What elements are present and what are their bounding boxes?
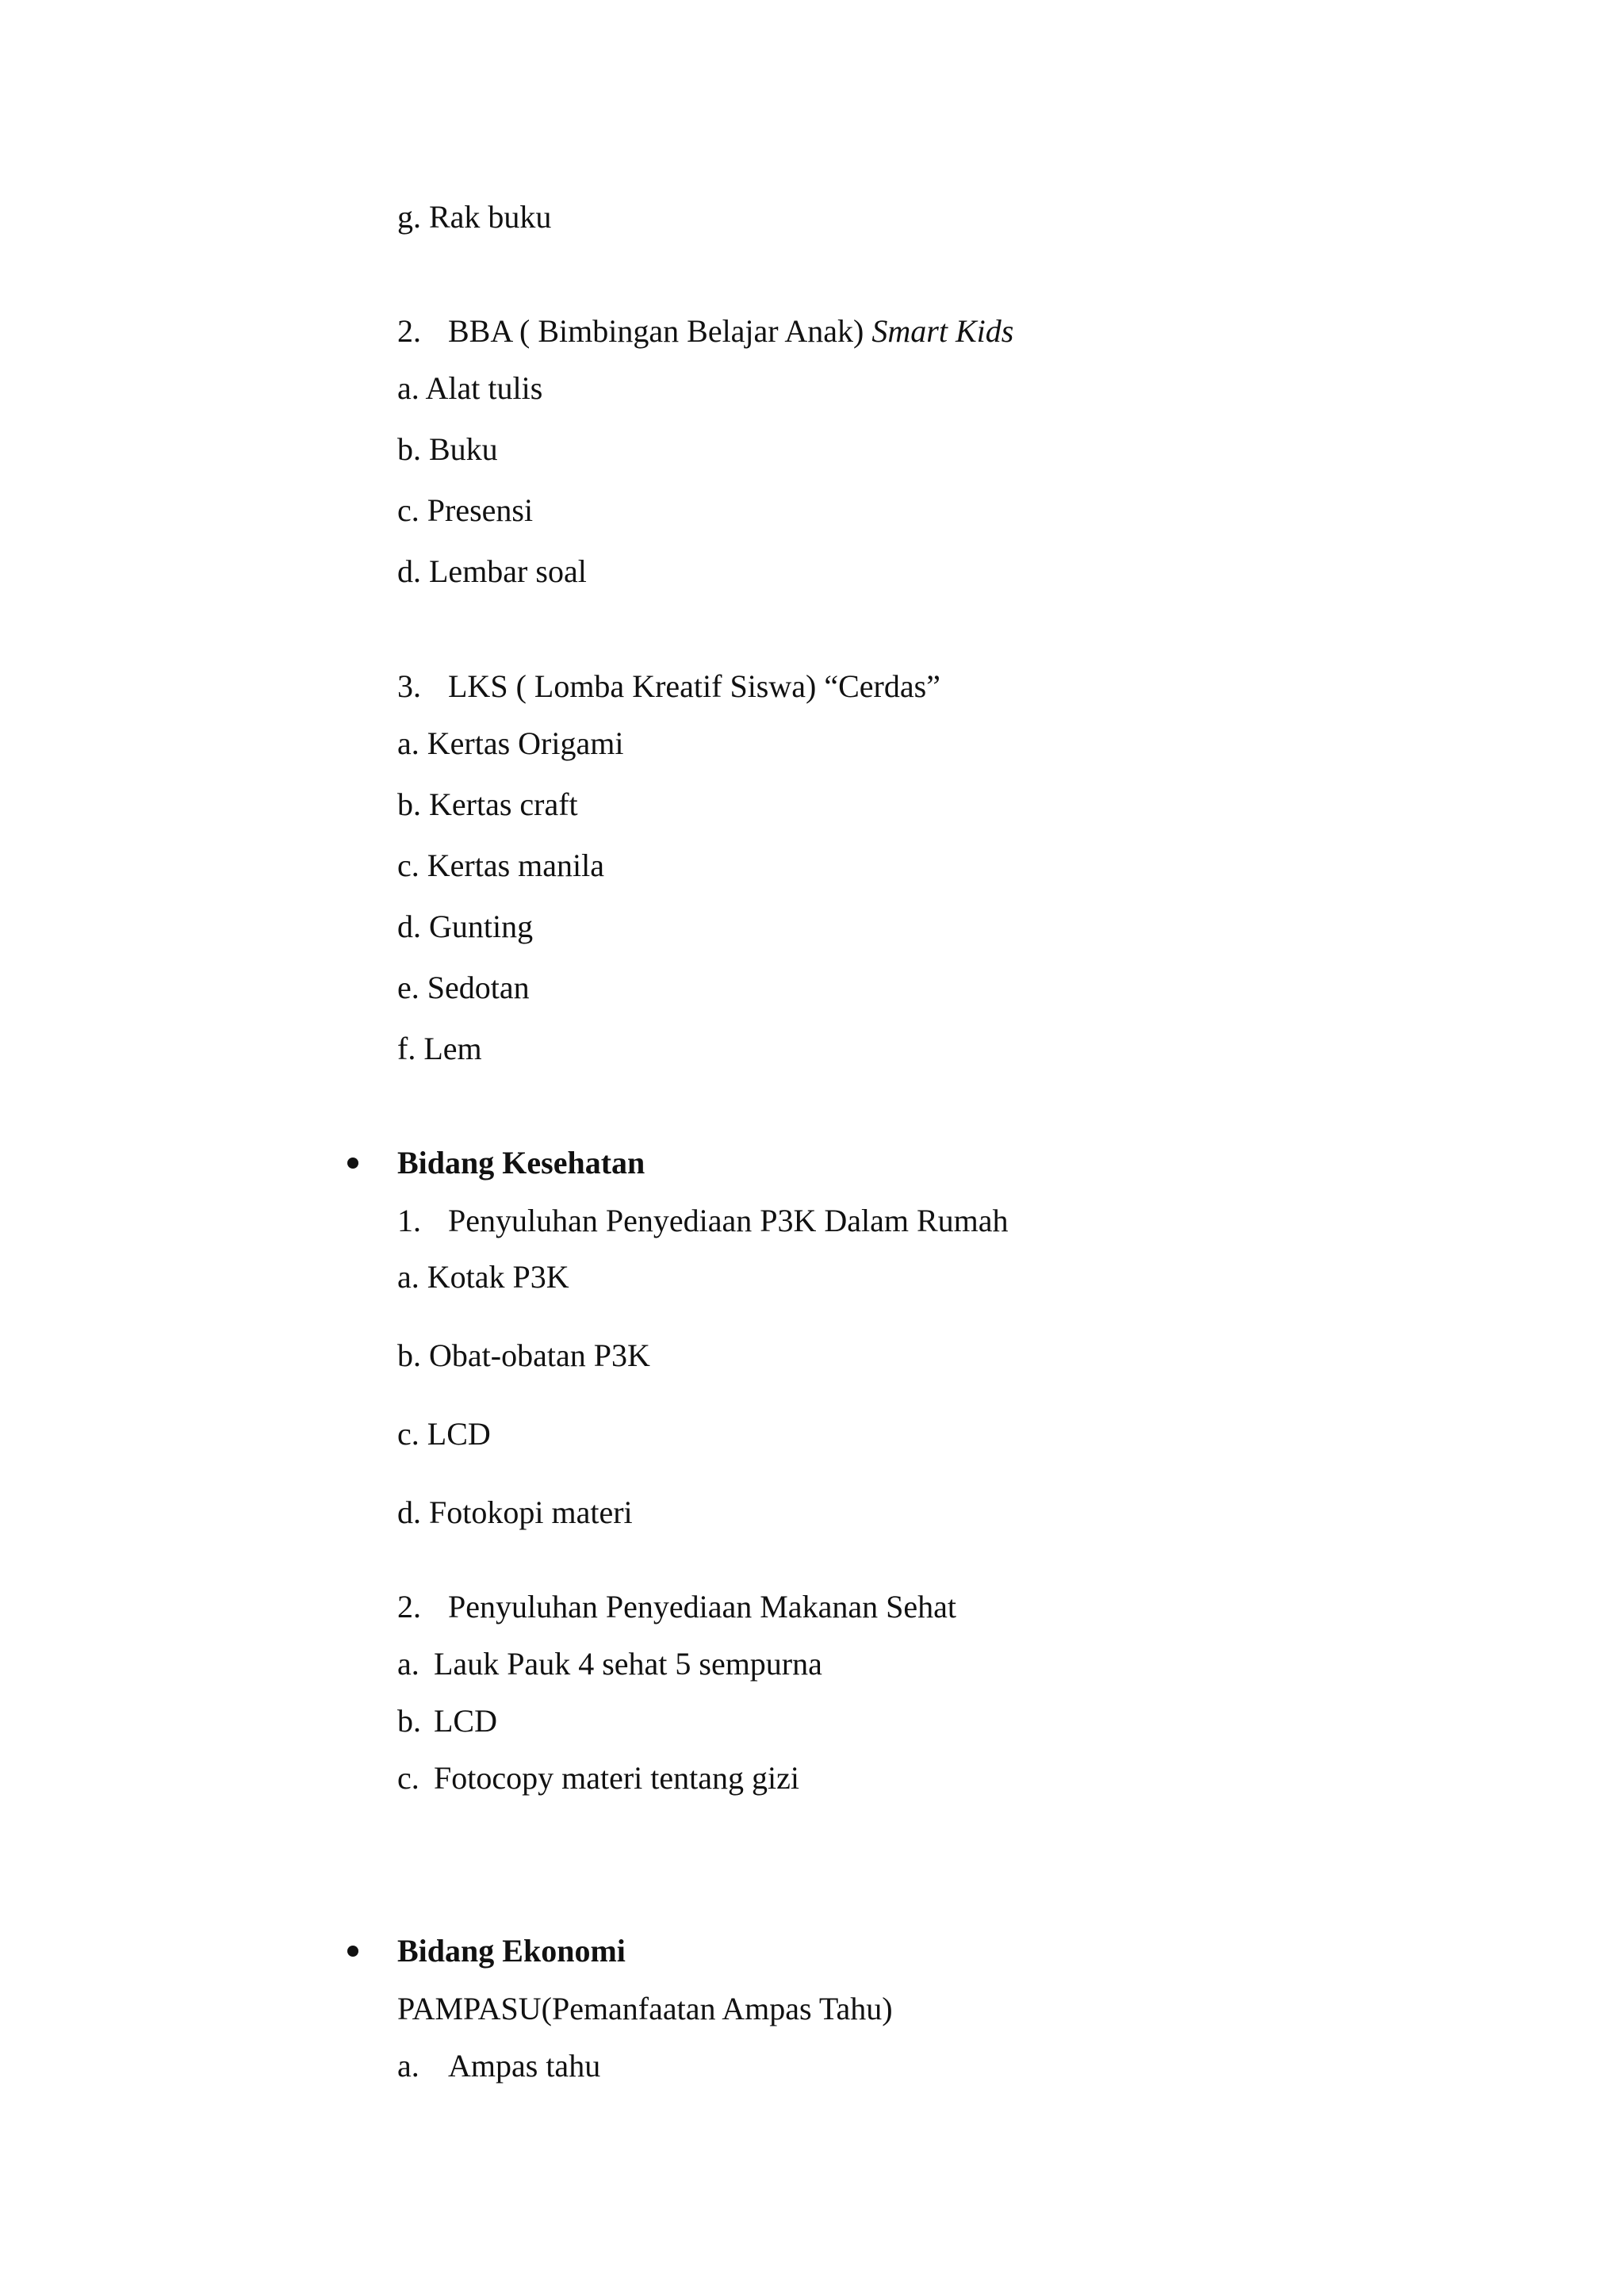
section-title-bba	[397, 312, 1013, 350]
list-item: d. Fotokopi materi	[397, 1494, 633, 1530]
section-title-lks	[397, 668, 940, 706]
title-text: LKS ( Lomba Kreatif Siswa) “Cerdas”	[448, 668, 940, 704]
section-heading-ekonomi: Bidang Ekonomi	[397, 1933, 626, 1969]
section-heading-kesehatan: Bidang Kesehatan	[397, 1145, 645, 1181]
list-item-text: LCD	[434, 1703, 497, 1739]
title-italic-text: Smart Kids	[871, 313, 1014, 349]
list-marker: a.	[397, 2048, 419, 2084]
bullet-icon	[347, 1158, 358, 1169]
list-number: 3.	[397, 668, 421, 704]
list-number: 2.	[397, 313, 421, 349]
list-number: 1.	[397, 1203, 421, 1238]
list-item: c. Presensi	[397, 492, 534, 528]
list-item: e. Sedotan	[397, 970, 530, 1005]
list-item: a. Kotak P3K	[397, 1259, 569, 1295]
title-text: Penyuluhan Penyediaan Makanan Sehat	[448, 1589, 956, 1624]
list-item: c. Kertas manila	[397, 848, 604, 883]
list-item	[397, 1759, 799, 1797]
list-item: c. LCD	[397, 1416, 491, 1452]
list-marker: b.	[397, 1703, 421, 1739]
bullet-icon	[347, 1946, 358, 1957]
list-item-text: Ampas tahu	[448, 2048, 601, 2084]
list-item-text: Fotocopy materi tentang gizi	[434, 1760, 799, 1796]
list-item	[397, 2047, 600, 2085]
list-marker: c.	[397, 1760, 419, 1796]
list-item: g. Rak buku	[397, 199, 552, 235]
subsection-title	[397, 1202, 1009, 1240]
list-item	[397, 1645, 822, 1683]
list-item-text: Lauk Pauk 4 sehat 5 sempurna	[434, 1646, 822, 1682]
title-text: Penyuluhan Penyediaan P3K Dalam Rumah	[448, 1203, 1009, 1238]
list-marker: a.	[397, 1646, 419, 1682]
list-item: b. Obat-obatan P3K	[397, 1337, 650, 1373]
list-item: b. Kertas craft	[397, 786, 578, 822]
title-text: BBA ( Bimbingan Belajar Anak)	[448, 313, 872, 349]
list-item	[397, 1702, 497, 1740]
list-item: a. Kertas Origami	[397, 725, 624, 761]
list-item: b. Buku	[397, 431, 498, 467]
list-item: d. Gunting	[397, 909, 534, 944]
program-title: PAMPASU(Pemanfaatan Ampas Tahu)	[397, 1991, 893, 2026]
list-number: 2.	[397, 1589, 421, 1624]
list-item: f. Lem	[397, 1031, 482, 1066]
subsection-title	[397, 1588, 956, 1626]
list-item: d. Lembar soal	[397, 553, 587, 589]
list-item: a. Alat tulis	[397, 370, 543, 406]
